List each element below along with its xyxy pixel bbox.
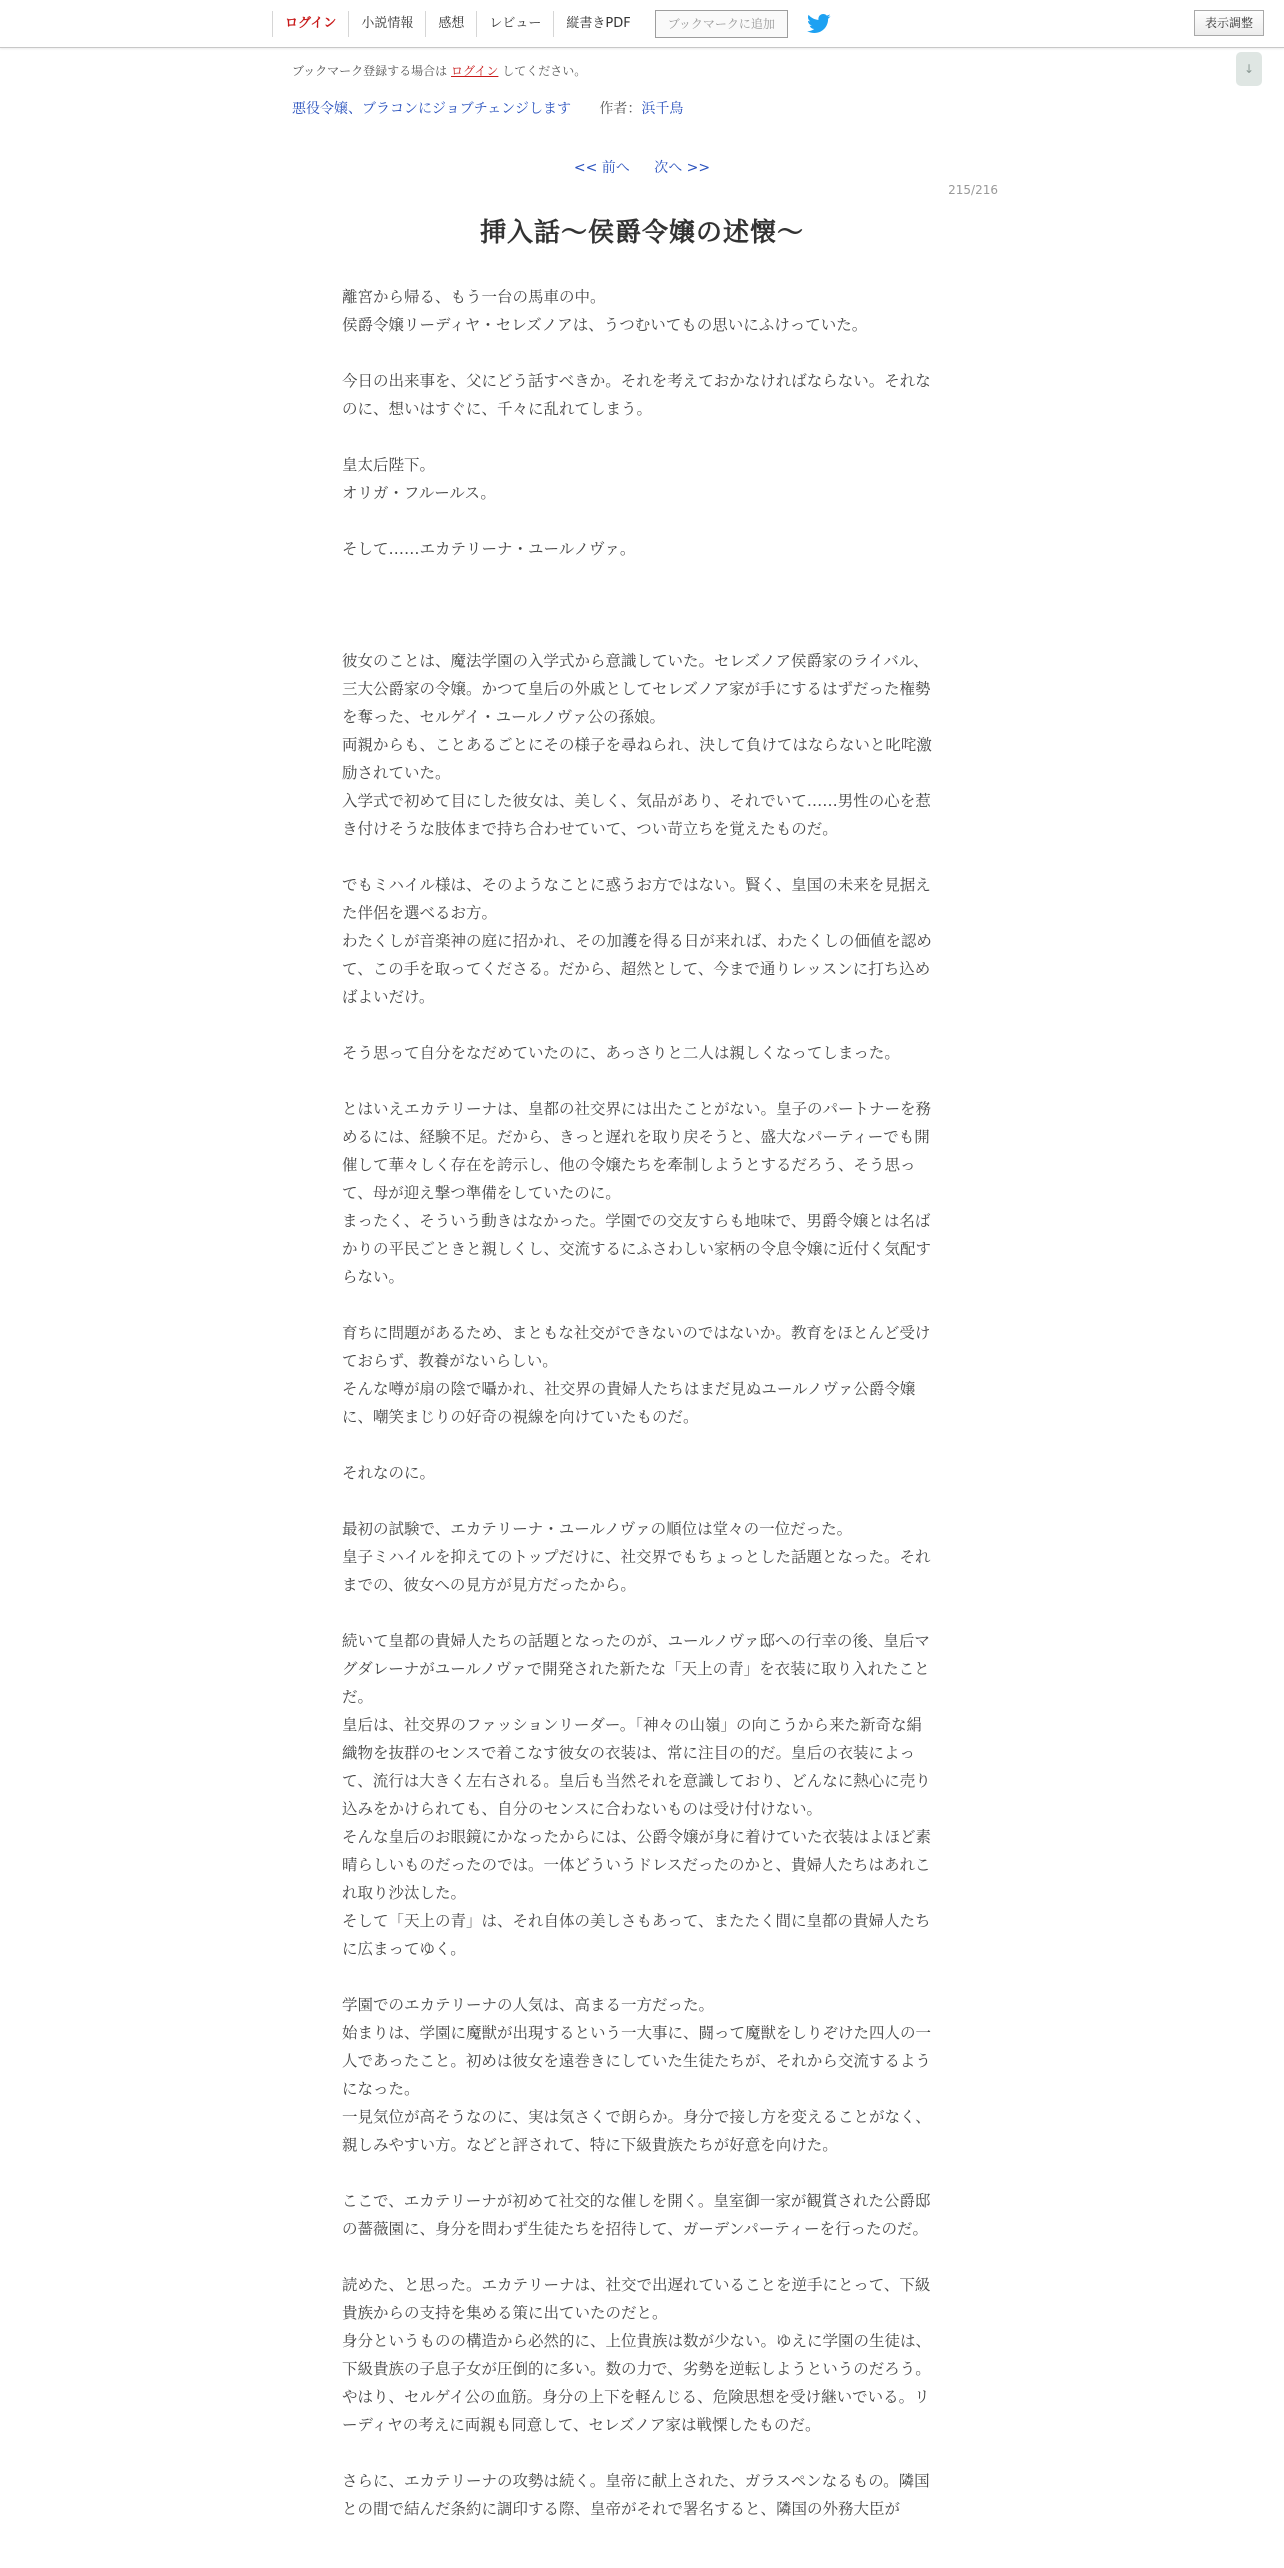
nav-novel-info[interactable]: 小説情報 [348,11,425,37]
body-paragraph: 始まりは、学園に魔獣が出現するという一大事に、闘って魔獣をしりぞけた四人の一人であったこと。初めは彼女を遠巻きにしていた生徒たちが、それから交流するようになった。 [342,2024,932,2098]
body-paragraph: 皇后は、社交界のファッションリーダー。「神々の山嶺」の向こうから来た新奇な絹織物を抜群のセンスで着こなす彼女の衣装は、常に注目の的だ。皇后の衣装によって、流行は大きく左右される。皇后も当然それを意識しており、どんなに熱心に売り込みをかけられても、自分のセンスに合わないものは受け付けない。 [342,1716,931,1818]
blank-line [342,507,936,535]
blank-line [342,1291,936,1319]
body-paragraph: 今日の出来事を、父にどう話すべきか。それを考えておかなければならない。それなのに、想いはすぐに、千々に乱れてしまう。 [342,372,931,418]
next-episode-link[interactable]: 次へ >> [654,160,711,176]
body-paragraph: オリガ・フルールス。 [342,484,496,502]
body-paragraph: そんな噂が扇の陰で囁かれ、社交界の貴婦人たちはまだ見ぬユールノヴァ公爵令嬢に、嘲笑まじりの好奇の視線を向けていたものだ。 [342,1380,916,1426]
body-paragraph: 続いて皇都の貴婦人たちの話題となったのが、ユールノヴァ邸への行幸の後、皇后マグダレーナがユールノヴァで開発された新たな「天上の青」を衣装に取り入れたことだ。 [342,1632,930,1706]
login-note-prefix: ブックマーク登録する場合は [292,64,448,78]
blank-line [342,563,936,591]
blank-line [342,1963,936,1991]
body-paragraph: ここで、エカテリーナが初めて社交的な催しを開く。皇室御一家が観賞された公爵邸の薔薇園に、身分を問わず生徒たちを招待して、ガーデンパーティーを行ったのだ。 [342,2192,931,2238]
blank-line [342,1599,936,1627]
author-label: 作者： [599,101,642,117]
blank-line [342,619,936,647]
nav-review[interactable]: レビュー [476,11,553,37]
blank-line [342,843,936,871]
blank-line [342,423,936,451]
body-paragraph: 皇子ミハイルを抑えてのトップだけに、社交界でもちょっとした話題となった。それまでの、彼女への見方が見方だったから。 [342,1548,931,1594]
blank-line [342,2159,936,2187]
body-paragraph: やはり、セルゲイ公の血筋。身分の上下を軽んじる、危険思想を受け継いでいる。リーディヤの考えに両親も同意して、セレズノア家は戦慄したものだ。 [342,2388,930,2434]
novel-body [342,283,936,2523]
login-note-suffix: してください。 [502,64,587,78]
body-paragraph: 読めた、と思った。エカテリーナは、社交で出遅れていることを逆手にとって、下級貴族からの支持を集める策に出ていたのだと。 [342,2276,931,2322]
series-title-link[interactable]: 悪役令嬢、ブラコンにジョブチェンジします [292,101,571,117]
display-settings-button[interactable]: 表示調整 [1194,10,1264,36]
blank-line [342,339,936,367]
nav-impressions[interactable]: 感想 [425,11,476,37]
nav-vertical-pdf[interactable]: 縦書きPDF [553,11,642,37]
body-paragraph: さらに、エカテリーナの攻勢は続く。皇帝に献上された、ガラスペンなるもの。隣国との間で結んだ条約に調印する際、皇帝がそれで署名すると、隣国の外務大臣が [342,2472,930,2518]
episode-number: 215/216 [948,183,998,197]
body-paragraph: 最初の試験で、エカテリーナ・ユールノヴァの順位は堂々の一位だった。 [342,1520,853,1538]
blank-line [342,1431,936,1459]
author-link[interactable]: 浜千鳥 [641,101,684,117]
body-paragraph: まったく、そういう動きはなかった。学園での交友すらも地味で、男爵令嬢とは名ばかりの平民ごときと親しくし、交流するにふさわしい家柄の令息令嬢に近付く気配すらない。 [342,1212,932,1286]
body-paragraph: とはいえエカテリーナは、皇都の社交界には出たことがない。皇子のパートナーを務めるには、経験不足。だから、きっと遅れを取り戻そうと、盛大なパーティーでも開催して華々しく存在を誇示し、他の令嬢たちを牽制しようとするだろう、そう思って、母が迎え撃つ準備をしていたのに。 [342,1100,932,1202]
body-paragraph: 侯爵令嬢リーディヤ・セレズノアは、うつむいてもの思いにふけっていた。 [342,316,868,334]
body-paragraph: そんな皇后のお眼鏡にかなったからには、公爵令嬢が身に着けていた衣装はよほど素晴らしいものだったのでは。一体どういうドレスだったのかと、貴婦人たちはあれこれ取り沙汰した。 [342,1828,932,1902]
body-paragraph: 彼女のことは、魔法学園の入学式から意識していた。セレズノア侯爵家のライバル、三大公爵家の令嬢。かつて皇后の外戚としてセレズノア家が手にするはずだった権勢を奪った、セルゲイ・ユールノヴァ公の孫娘。 [342,652,931,726]
episode-pager [0,157,1284,177]
body-paragraph: 入学式で初めて目にした彼女は、美しく、気品があり、それでいて……男性の心を惹き付けそうな肢体まで持ち合わせていて、つい苛立ちを覚えたものだ。 [342,792,931,838]
twitter-share-button[interactable] [806,13,832,35]
blank-line [342,1011,936,1039]
body-paragraph: 皇太后陛下。 [342,456,436,474]
scroll-down-button[interactable] [1236,52,1262,86]
prev-episode-link[interactable]: << 前へ [573,160,630,176]
body-paragraph: わたくしが音楽神の庭に招かれ、その加護を得る日が来れば、わたくしの価値を認めて、この手を取ってくださる。だから、超然として、今まで通りレッスンに打ち込めばよいだけ。 [342,932,932,1006]
nav-login[interactable]: ログイン [272,11,348,37]
body-paragraph: 身分というものの構造から必然的に、上位貴族は数が少ない。ゆえに学園の生徒は、下級貴族の子息子女が圧倒的に多い。数の力で、劣勢を逆転しようというのだろう。 [342,2332,932,2378]
body-paragraph: でもミハイル様は、そのようなことに惑うお方ではない。賢く、皇国の未来を見据えた伴侶を選べるお方。 [342,876,931,922]
add-bookmark-button[interactable]: ブックマークに追加 [655,10,788,38]
body-paragraph: 両親からも、ことあるごとにその様子を尋ねられ、決して負けてはならないと叱咤激励されていた。 [342,736,932,782]
body-paragraph: それなのに。 [342,1464,436,1482]
main-nav [272,0,832,48]
body-paragraph: 学園でのエカテリーナの人気は、高まる一方だった。 [342,1996,715,2014]
blank-line [342,2439,936,2467]
top-nav-bar [0,0,1284,48]
blank-line [342,2243,936,2271]
twitter-bird-icon [807,14,831,34]
body-paragraph: 離宮から帰る、もう一台の馬車の中。 [342,288,606,306]
body-paragraph: 育ちに問題があるため、まともな社交ができないのではないか。教育をほとんど受けておらず、教養がないらしい。 [342,1324,931,1370]
bookmark-login-note [292,62,586,79]
body-paragraph: そう思って自分をなだめていたのに、あっさりと二人は親しくなってしまった。 [342,1044,900,1062]
blank-line [342,1487,936,1515]
arrow-down-icon: ↓ [1243,62,1255,76]
blank-line [342,1067,936,1095]
login-link[interactable]: ログイン [451,64,499,78]
body-paragraph: そして……エカテリーナ・ユールノヴァ。 [342,540,636,558]
blank-line [342,591,936,619]
chapter-title: 挿入話〜侯爵令嬢の述懐〜 [479,218,804,248]
body-paragraph: 一見気位が高そうなのに、実は気さくで朗らか。身分で接し方を変えることがなく、親しみやすい方。などと評されて、特に下級貴族たちが好意を向けた。 [342,2108,931,2154]
series-info [292,98,683,118]
body-paragraph: そして「天上の青」は、それ自体の美しさもあって、またたく間に皇都の貴婦人たちに広まってゆく。 [342,1912,931,1958]
